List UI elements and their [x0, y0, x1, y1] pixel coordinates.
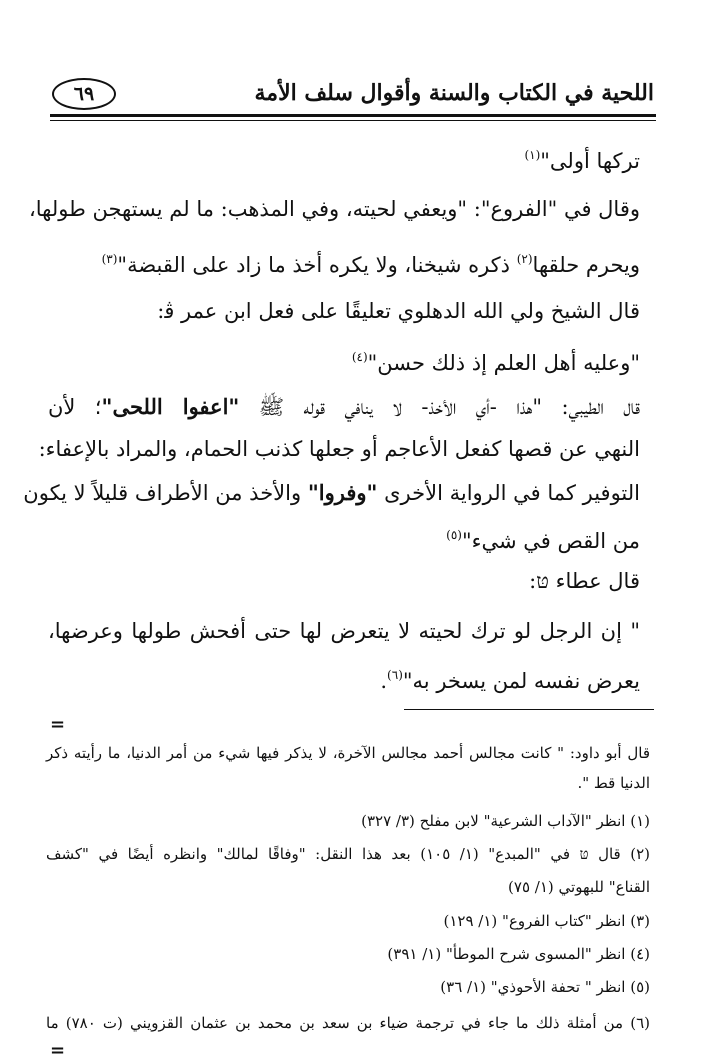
continuation-mark-top: = — [50, 714, 66, 735]
body-line-5: "وعليه أهل العلم إذ ذلك حسن"$^{(٤)}$ — [351, 350, 640, 375]
footnote-ref-2: (٢) — [516, 252, 533, 266]
page-number-text: ٦٩ — [73, 83, 95, 105]
body-line-1: تركها أولى"$^{(١)}$ — [524, 148, 640, 173]
hadith-quote-2: "وفروا" — [307, 480, 378, 505]
body-line-8: التوفير كما في الرواية الأخرى "وفروا" والأخذ من الأطراف قليلاً لا يكون — [23, 480, 640, 505]
body-line-6: قال الطيبي: "هذا -أي الأخذ- لا ينافي قوله ﷺ "اعفوا اللحى"؛ لأن — [48, 394, 641, 419]
body-line-11: " إن الرجل لو ترك لحيته لا يتعرض لها حتى أفحش طولها وعرضها، — [48, 619, 640, 643]
hadith-quote-1: "اعفوا اللحى" — [101, 394, 240, 419]
footnote-ref-4: (٤) — [351, 350, 368, 364]
footnote-ref-5: (٥) — [446, 528, 462, 542]
body-line-9: من القص في شيء"$^{(٥)}$ — [446, 528, 640, 553]
footnote-5: (٥) انظر " تحفة الأحوذي" (١/ ٣٦) — [440, 978, 650, 996]
header-rule-thick — [50, 114, 656, 117]
footnote-ref-3: (٣) — [101, 252, 118, 266]
body-line-2: وقال في "الفروع": "ويعفي لحيته، وفي المذهب: ما لم يستهجن طولها، — [28, 197, 640, 221]
footnote-continued-1: قال أبو داود: " كانت مجالس أحمد مجالس الآخرة، لا يذكر فيها شيء من أمر الدنيا، ما رأيته ذكر — [46, 744, 650, 762]
footnote-ref-1: (١) — [524, 148, 541, 162]
footnote-3: (٣) انظر "كتاب الفروع" (١/ ١٢٩) — [443, 912, 650, 930]
header-rule-thin — [50, 120, 656, 121]
footnote-continued-2: الدنيا قط ". — [577, 774, 650, 792]
footnote-2-line-2: القناع" للبهوتي (١/ ٧٥) — [508, 878, 650, 896]
footnote-ref-6: (٦) — [387, 668, 403, 682]
footnote-separator — [404, 709, 654, 710]
body-line-10: قال عطاء טּ: — [529, 569, 640, 593]
running-title: اللحية في الكتاب والسنة وأقوال سلف الأمة — [254, 80, 654, 106]
continuation-mark-bottom: = — [50, 1040, 66, 1061]
footnote-1: (١) انظر "الآداب الشرعية" لابن مفلح (٣/ ٣٢٧) — [361, 812, 650, 830]
body-line-12: يعرض نفسه لمن يسخر به"$^{(٦)}$. — [380, 668, 640, 693]
footnote-4: (٤) انظر "المسوى شرح الموطأ" (١/ ٣٩١) — [387, 945, 650, 963]
footnote-2-line-1: (٢) قال טּ في "المبدع" (١/ ١٠٥) بعد هذا النقل: "وفاقًا لمالك" وانظره أيضًا في "كشف — [46, 845, 651, 863]
page-number — [52, 78, 116, 110]
footnote-6: (٦) من أمثلة ذلك ما جاء في ترجمة ضياء بن سعد بن محمد بن عثمان القزويني (ت ٧٨٠) ما — [46, 1014, 650, 1032]
body-line-3: ويحرم حلقها$^{(٢)}$ ذكره شيخنا، ولا يكره أخذ ما زاد على القبضة"$^{(٣)}$ — [101, 252, 640, 277]
body-line-7: النهي عن قصها كفعل الأعاجم أو جعلها كذنب الحمام، والمراد بالإعفاء: — [38, 437, 640, 461]
body-line-4: قال الشيخ ولي الله الدهلوي تعليقًا على فعل ابن عمر ﭬ: — [157, 299, 640, 323]
